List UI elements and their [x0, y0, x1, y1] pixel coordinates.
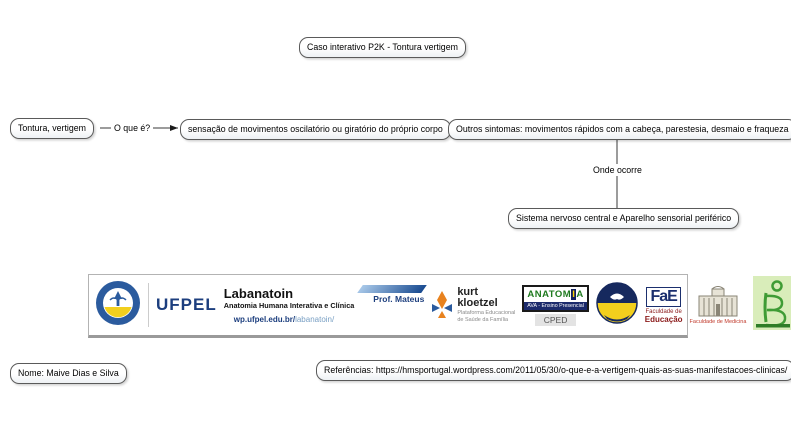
node-tontura-vertigem[interactable]: Tontura, vertigem	[10, 118, 94, 139]
labanatoin-subtitle: Anatomia Humana Interativa e Clínica	[223, 300, 355, 310]
lab-url-prefix: wp.ufpel.edu.br/	[233, 314, 296, 324]
kurt-kloetzel-block	[431, 287, 515, 323]
anatomia-logo	[522, 285, 588, 312]
lab-url-suffix: labanatoin/	[295, 314, 335, 324]
fae-caption-line2: Educação	[644, 314, 683, 324]
medicina-building-icon	[697, 286, 739, 318]
anatomia-part2: A	[576, 288, 584, 300]
labanatoin-url	[234, 315, 425, 324]
node-map-title[interactable]: Caso interativo P2K - Tontura vertigem	[299, 37, 466, 58]
node-sensacao-movimentos[interactable]: sensação de movimentos oscilatório ou giratório do próprio corpo	[180, 119, 451, 140]
node-nome-autor[interactable]: Nome: Maive Dias e Silva	[10, 363, 127, 384]
swoosh-icon	[358, 285, 428, 293]
kurt-kloetzel-logo-icon	[431, 290, 453, 320]
ufpel-seal-icon	[95, 280, 141, 331]
medicina-caption: Faculdade de Medicina	[689, 318, 747, 325]
ufpel-acronym: UFPEL	[156, 295, 217, 314]
cped-label: CPED	[535, 314, 577, 326]
anatomia-part1: ANATOM	[527, 288, 572, 300]
prof-mateus-block	[360, 285, 424, 304]
kurt-kloetzel-text	[457, 287, 515, 323]
link-label-onde-ocorre[interactable]: Onde ocorre	[590, 164, 645, 176]
medicina-block	[690, 286, 747, 325]
anatomia-title	[527, 289, 583, 300]
crest-badge-icon	[596, 282, 638, 329]
institutional-banner[interactable]	[88, 274, 747, 338]
kurt-subtitle2: de Saúde da Família	[457, 317, 509, 323]
anatomia-letter-i: I	[572, 288, 576, 300]
kurt-line1: kurt	[457, 286, 479, 298]
kurt-subtitle1: Plataforma Educacional	[457, 310, 516, 316]
banner-divider	[148, 283, 149, 327]
labanatoin-title: Labanatoin	[223, 285, 294, 301]
node-referencias[interactable]: Referências: https://hmsportugal.wordpress.com/2011/05/30/o-que-e-a-vertigem-quais-as-suas-manifestacoes-clinicas/	[316, 360, 791, 381]
ava-strip: AVA - Ensino Presencial	[524, 302, 586, 310]
node-outros-sintomas[interactable]: Outros sintomas: movimentos rápidos com a cabeça, parestesia, desmaio e fraqueza	[448, 119, 791, 140]
fae-block	[645, 287, 683, 324]
anatomia-cped-block	[522, 285, 588, 326]
node-sistema-nervoso[interactable]: Sistema nervoso central e Aparelho sensorial periférico	[508, 208, 739, 229]
fae-caption-line1: Faculdade de	[645, 308, 682, 315]
prof-mateus-label: Prof. Mateus	[373, 293, 425, 304]
link-label-o-que-e[interactable]: O que é?	[111, 122, 153, 134]
biologia-logo-icon	[753, 276, 791, 335]
labanatoin-block	[224, 287, 425, 324]
kurt-line2: kloetzel	[457, 297, 498, 309]
labanatoin-titles	[224, 287, 355, 310]
fae-logo: FaE	[646, 287, 680, 307]
